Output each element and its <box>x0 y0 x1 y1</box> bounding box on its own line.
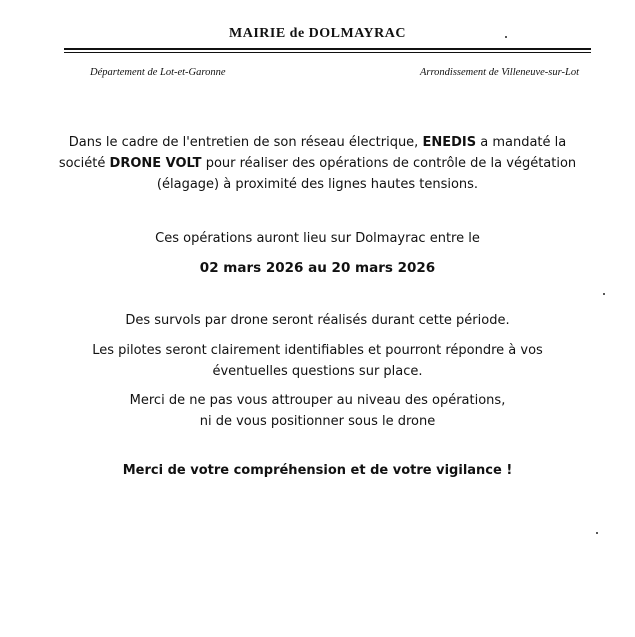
pilotes-paragraph <box>0 340 635 382</box>
merci-text-2: ni de vous positionner sous le drone <box>199 414 436 429</box>
intro-text-2: a mandaté la <box>476 135 567 150</box>
arrondissement-label: Arrondissement de Villeneuve-sur-Lot <box>419 67 579 78</box>
page-title: MAIRIE de DOLMAYRAC <box>229 26 406 41</box>
drone-volt-name: DRONE VOLT <box>109 156 202 171</box>
enedis-name: ENEDIS <box>422 135 477 150</box>
dates-range: 02 mars 2026 au 20 mars 2026 <box>199 260 436 276</box>
intro-text-3: société <box>58 156 110 171</box>
intro-text-5: (élagage) à proximité des lignes hautes tensions. <box>156 177 479 192</box>
intro-text-4: pour réaliser des opérations de contrôle de la végétation <box>201 156 577 171</box>
merci-paragraph <box>0 390 635 432</box>
department-label: Département de Lot-et-Garonne <box>90 67 226 78</box>
scan-speck <box>603 293 605 295</box>
header-rule-thin <box>64 52 591 53</box>
closing-text: Merci de votre compréhension et de votre vigilance ! <box>122 463 513 478</box>
dates-intro: Ces opérations auront lieu sur Dolmayrac entre le <box>155 231 480 246</box>
intro-text-1: Dans le cadre de l'entretien de son réseau électrique, <box>68 135 423 150</box>
merci-text-1: Merci de ne pas vous attrouper au niveau des opérations, <box>129 393 506 408</box>
pilotes-text-1: Les pilotes seront clairement identifiables et pourront répondre à vos <box>92 343 543 358</box>
scan-speck <box>596 532 598 534</box>
scan-speck <box>505 36 507 38</box>
survols-text: Des survols par drone seront réalisés durant cette période. <box>125 313 510 328</box>
header-rule-thick <box>64 48 591 50</box>
intro-paragraph <box>0 132 635 195</box>
pilotes-text-2: éventuelles questions sur place. <box>212 364 423 379</box>
